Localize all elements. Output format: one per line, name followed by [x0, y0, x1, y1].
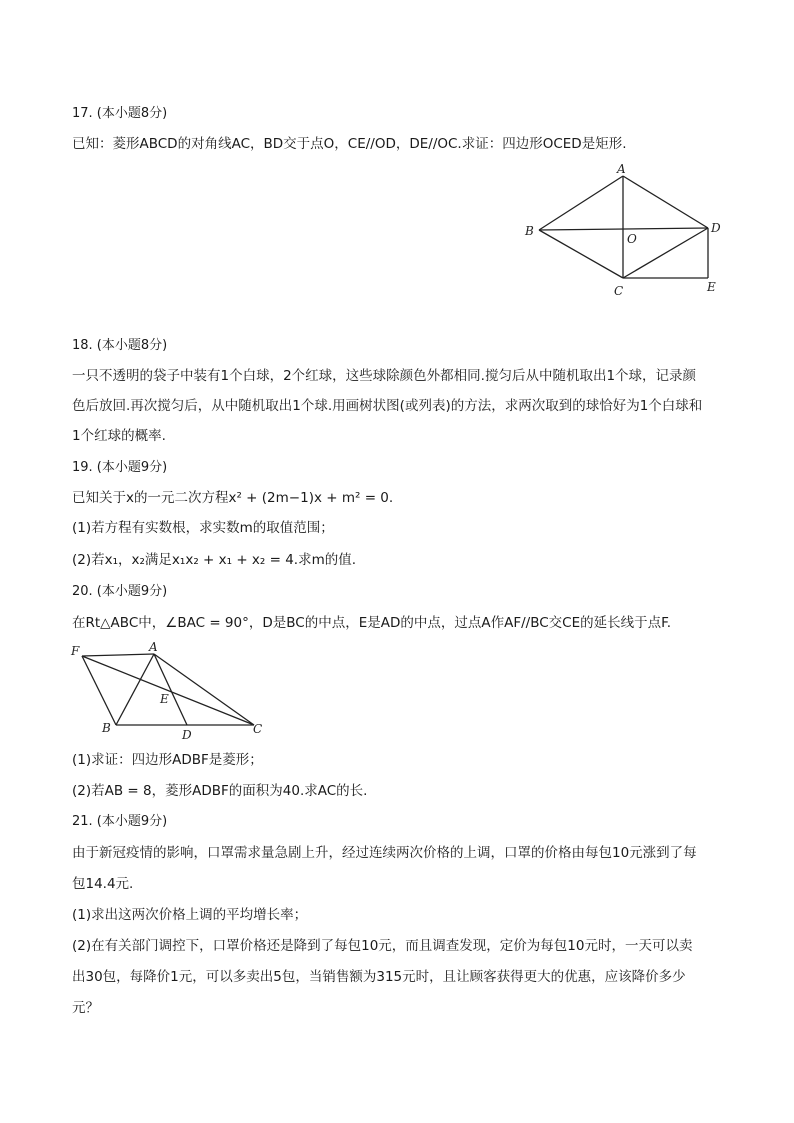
- label-F: F: [71, 644, 80, 658]
- seg-FA: [82, 654, 154, 656]
- q19-part-1: (1)若方程有实数根，求实数m的取值范围；: [72, 520, 334, 536]
- seg-AB: [539, 176, 623, 230]
- seg-FC: [82, 656, 254, 725]
- q17-rhombus-figure: [518, 160, 728, 300]
- q21-line-2: 包14.4元.: [72, 876, 134, 892]
- seg-AD: [154, 654, 187, 725]
- label-A: A: [149, 640, 158, 654]
- q19-part-2: (2)若x₁，x₂满足x₁x₂ + x₁ + x₂ = 4.求m的值.: [72, 552, 357, 568]
- q18-heading: 18. (本小题8分): [72, 338, 168, 353]
- q21-line-1: 由于新冠疫情的影响，口罩需求量急剧上升，经过连续两次价格的上调，口罩的价格由每包10元涨到了每: [72, 845, 697, 861]
- label-A: A: [617, 162, 626, 176]
- q18-line-2: 色后放回.再次搅匀后，从中随机取出1个球.用画树状图(或列表)的方法，求两次取到的球恰好为1个白球和: [72, 398, 703, 414]
- q21-part-1: (1)求出这两次价格上调的平均增长率；: [72, 907, 308, 923]
- seg-AB: [116, 654, 154, 725]
- q17-heading: 17. (本小题8分): [72, 106, 168, 121]
- q19-statement: 已知关于x的一元二次方程x² + (2m−1)x + m² = 0.: [72, 490, 394, 506]
- label-C: C: [253, 722, 263, 736]
- q20-part-1: (1)求证：四边形ADBF是菱形；: [72, 752, 263, 768]
- label-E: E: [160, 692, 169, 706]
- q21-part-2-line-2: 出30包，每降价1元，可以多卖出5包，当销售额为315元时，且让顾客获得更大的优惠，应该降价多少: [72, 969, 686, 985]
- label-E: E: [707, 280, 716, 294]
- q20-rhombus-figure: [66, 640, 276, 745]
- q18-line-1: 一只不透明的袋子中装有1个白球，2个红球，这些球除颜色外都相同.搅匀后从中随机取出1个球，记录颜: [72, 368, 697, 384]
- q20-heading: 20. (本小题9分): [72, 584, 168, 599]
- q21-part-2-line-1: (2)在有关部门调控下，口罩价格还是降到了每包10元，而且调查发现，定价为每包10元时，一天可以卖: [72, 938, 693, 954]
- seg-BC: [539, 230, 623, 278]
- label-D: D: [182, 728, 192, 742]
- seg-AD: [623, 176, 708, 228]
- label-C: C: [614, 284, 624, 298]
- seg-FB: [82, 656, 116, 725]
- label-O: O: [627, 232, 637, 246]
- q19-heading: 19. (本小题9分): [72, 460, 168, 475]
- q17-statement: 已知：菱形ABCD的对角线AC，BD交于点O，CE//OD，DE//OC.求证：四边形OCED是矩形.: [72, 136, 627, 152]
- q20-statement: 在Rt△ABC中，∠BAC = 90°，D是BC的中点，E是AD的中点，过点A作AF//BC交CE的延长线于点F.: [72, 615, 671, 631]
- label-B: B: [525, 224, 534, 238]
- seg-AC: [154, 654, 254, 725]
- q18-line-3: 1个红球的概率.: [72, 428, 166, 444]
- label-D: D: [711, 221, 721, 235]
- q20-part-2: (2)若AB = 8，菱形ADBF的面积为40.求AC的长.: [72, 783, 368, 799]
- q21-part-2-line-3: 元？: [72, 1000, 99, 1016]
- label-B: B: [102, 721, 111, 735]
- q21-heading: 21. (本小题9分): [72, 814, 168, 829]
